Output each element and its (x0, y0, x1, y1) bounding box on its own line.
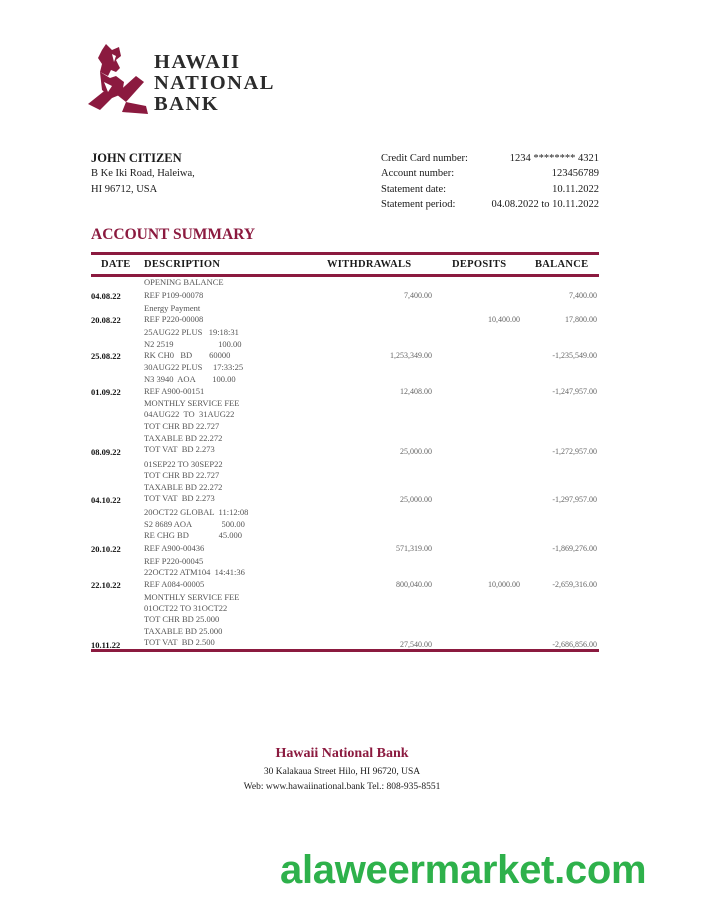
table-top-rule (91, 252, 599, 255)
description-line: OPENING BALANCE (144, 277, 224, 287)
logo-line-3: BANK (154, 93, 220, 115)
withdrawal-amount: 12,408.00 (400, 387, 432, 396)
description-line: 01SEP22 TO 30SEP22 (144, 459, 223, 469)
description-line: REF P220-00045 (144, 556, 204, 566)
description-line: Energy Payment (144, 303, 201, 313)
column-header-description: DESCRIPTION (144, 259, 221, 270)
deposit-amount: 7,400.00 (404, 291, 432, 300)
withdrawal-amount: 1,253,349.00 (390, 351, 432, 360)
description-line: TAXABLE BD 25.000 (144, 626, 223, 636)
account-detail-value: 1234 ******** 4321 (509, 153, 599, 164)
description-line: RK CH0 BD 60000 (144, 350, 231, 360)
logo-line-1: HAWAII (154, 51, 241, 73)
balance-amount: -1,272,957.00 (552, 447, 597, 456)
balance-amount: -2,659,316.00 (552, 580, 597, 589)
description-line: TOT CHR BD 25.000 (144, 614, 220, 624)
transaction-date: 08.09.22 (91, 447, 121, 457)
description-line: TOT CHR BD 22.727 (144, 421, 220, 431)
customer-name: JOHN CITIZEN (91, 151, 182, 165)
footer-address: 30 Kalakaua Street Hilo, HI 96720, USA (263, 767, 421, 777)
transaction-date: 10.11.22 (91, 640, 121, 650)
account-detail-label: Credit Card number: (381, 153, 468, 164)
description-line: REF A900-00436 (144, 543, 205, 553)
description-line: N2 2519 100.00 (144, 339, 242, 349)
withdrawal-amount: 571,319.00 (396, 544, 432, 553)
logo-line-2: NATIONAL (154, 72, 275, 94)
transaction-date: 22.10.22 (91, 580, 121, 590)
account-details (381, 151, 599, 212)
description-line: REF P109-00078 (144, 290, 204, 300)
withdrawal-amount: 27,540.00 (400, 640, 432, 649)
description-line: 04AUG22 TO 31AUG22 (144, 409, 235, 419)
column-header-balance: BALANCE (535, 259, 589, 270)
transaction-date: 04.08.22 (91, 291, 121, 301)
bank-logo-warrior-icon (86, 42, 150, 116)
description-line: MONTHLY SERVICE FEE (144, 398, 240, 408)
transaction-date: 25.08.22 (91, 351, 121, 361)
balance-amount: -1,247,957.00 (552, 387, 597, 396)
account-detail-label: Account number: (381, 168, 455, 180)
description-line: TAXABLE BD 22.272 (144, 482, 223, 492)
table-bottom-rule (91, 649, 599, 652)
balance-amount: 17,800.00 (565, 315, 597, 324)
footer-bank-name: Hawaii National Bank (275, 746, 409, 761)
bank-logo-wordmark (154, 52, 275, 115)
account-summary-title: ACCOUNT SUMMARY (91, 226, 256, 243)
account-detail-row (381, 197, 599, 212)
description-line: N3 3940 AOA 100.00 (144, 374, 236, 384)
description-line: 01OCT22 TO 31OCT22 (144, 603, 228, 613)
account-detail-value: 123456789 (551, 168, 599, 180)
column-header-date: DATE (101, 259, 131, 270)
deposit-amount: 10,000.00 (488, 580, 520, 589)
column-header-deposits: DEPOSITS (452, 259, 507, 270)
customer-address-line-1: B Ke Iki Road, Haleiwa, (91, 168, 195, 179)
description-line: REF P220-00008 (144, 314, 204, 324)
deposit-amount: 10,400.00 (488, 315, 520, 324)
transaction-date: 20.10.22 (91, 544, 121, 554)
customer-address-line-2: HI 96712, USA (91, 183, 158, 195)
description-line: MONTHLY SERVICE FEE (144, 592, 240, 602)
description-line: 30AUG22 PLUS 17:33:25 (144, 362, 244, 372)
description-line: 20OCT22 GLOBAL 11:12:08 (144, 507, 249, 517)
description-line: TOT CHR BD 22.727 (144, 470, 220, 480)
account-detail-row (381, 182, 599, 197)
withdrawal-amount: 25,000.00 (400, 495, 432, 504)
balance-amount: -1,297,957.00 (552, 495, 597, 504)
description-line: TAXABLE BD 22.272 (144, 433, 223, 443)
description-line: TOT VAT BD 2.273 (144, 444, 215, 454)
description-line: TOT VAT BD 2.500 (144, 637, 215, 647)
account-detail-value: 10.11.2022 (552, 183, 599, 195)
customer-address-block (91, 150, 195, 197)
footer-contact: Web: www.hawaiinational.bank Tel.: 808-935-8551 (243, 782, 441, 792)
transaction-date: 20.08.22 (91, 315, 121, 325)
balance-amount: 7,400.00 (569, 291, 597, 300)
description-line: 25AUG22 PLUS 19:18:31 (144, 327, 239, 337)
account-detail-row (381, 166, 599, 181)
description-line: REF A084-00005 (144, 579, 205, 589)
balance-amount: -1,235,549.00 (552, 351, 597, 360)
description-line: S2 8689 AOA 500.00 (144, 519, 245, 529)
withdrawal-amount: 800,040.00 (396, 580, 432, 589)
balance-amount: -1,869,276.00 (552, 544, 597, 553)
description-line: RE CHG BD 45.000 (144, 530, 242, 540)
transaction-date: 01.09.22 (91, 387, 121, 397)
transaction-date: 04.10.22 (91, 495, 121, 505)
description-line: REF A900-00151 (144, 386, 205, 396)
balance-amount: -2,686,856.00 (552, 640, 597, 649)
description-line: TOT VAT BD 2.273 (144, 493, 215, 503)
account-detail-value: 04.08.2022 to 10.11.2022 (491, 198, 599, 210)
column-header-withdrawals: WITHDRAWALS (327, 259, 412, 270)
account-detail-label: Statement period: (381, 198, 456, 210)
account-detail-label: Statement date: (381, 183, 447, 195)
withdrawal-amount: 25,000.00 (400, 447, 432, 456)
watermark-text: alaweermarket.com (280, 848, 647, 892)
account-detail-row (381, 151, 599, 166)
description-line: 22OCT22 ATM104 14:41:36 (144, 567, 245, 577)
